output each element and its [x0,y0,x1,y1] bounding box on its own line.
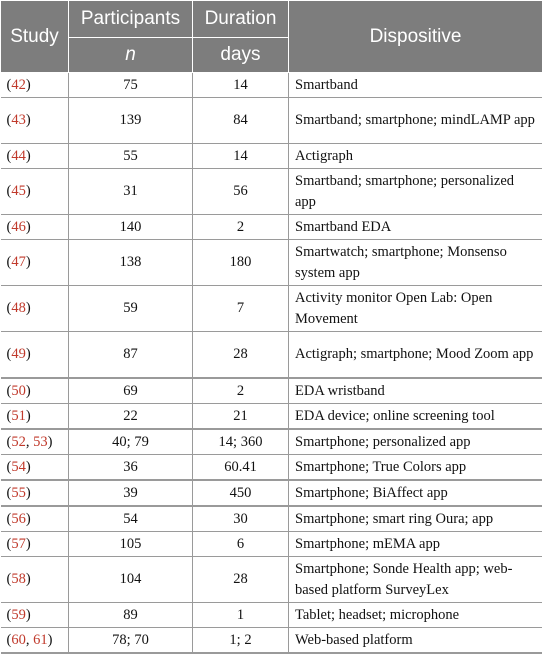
paren-open: ( [7,219,12,235]
reference-link[interactable]: 61 [33,632,48,648]
reference-link[interactable]: 58 [11,571,26,587]
dispositive-cell: Smartwatch; smartphone; Monsenso system app [289,240,542,286]
table-row [1,286,542,332]
dispositive-cell: Smartband EDA [289,215,542,240]
dispositive-cell: Smartband; smartphone; personalized app [289,169,542,215]
dispositive-cell: Activity monitor Open Lab: Open Movement [289,286,542,332]
paren-open: ( [7,607,12,623]
reference-link[interactable]: 48 [11,300,26,316]
paren-open: ( [7,148,12,164]
participants-cell: 40; 79 [69,429,193,455]
paren-close: ) [48,434,53,450]
participants-cell: 87 [69,332,193,379]
paren-open: ( [7,485,12,501]
study-cell [1,73,69,98]
reference-link[interactable]: 59 [11,607,26,623]
dispositive-cell: Actigraph; smartphone; Mood Zoom app [289,332,542,379]
table-row [1,98,542,144]
participants-cell: 105 [69,532,193,557]
study-cell [1,332,69,379]
study-cell [1,98,69,144]
participants-cell: 22 [69,404,193,430]
participants-cell: 140 [69,215,193,240]
dispositive-cell: Web-based platform [289,628,542,654]
paren-close: ) [26,77,31,93]
study-cell [1,215,69,240]
duration-cell: 84 [193,98,289,144]
participants-unit: n [125,44,136,65]
paren-open: ( [7,77,12,93]
table-row [1,480,542,506]
dispositive-cell: EDA device; online screening tool [289,404,542,430]
participants-cell: 54 [69,506,193,532]
paren-close: ) [26,536,31,552]
participants-cell: 39 [69,480,193,506]
paren-open: ( [7,300,12,316]
duration-cell: 28 [193,332,289,379]
duration-cell: 60.41 [193,455,289,481]
paren-open: ( [7,383,12,399]
paren-close: ) [26,346,31,362]
ref-separator: , [26,434,33,450]
participants-cell: 59 [69,286,193,332]
dispositive-cell: EDA wristband [289,378,542,404]
paren-open: ( [7,632,12,648]
ref-separator: , [26,632,33,648]
duration-cell: 14 [193,144,289,169]
reference-link[interactable]: 52 [11,434,26,450]
study-cell [1,169,69,215]
paren-open: ( [7,536,12,552]
participants-cell: 89 [69,603,193,628]
reference-link[interactable]: 55 [11,485,26,501]
study-cell [1,144,69,169]
header-study: Study [1,1,69,73]
table-row [1,378,542,404]
table-row [1,404,542,430]
duration-cell: 56 [193,169,289,215]
participants-cell: 36 [69,455,193,481]
duration-cell: 14; 360 [193,429,289,455]
study-cell [1,404,69,430]
study-cell [1,455,69,481]
table-row [1,144,542,169]
paren-close: ) [26,219,31,235]
paren-open: ( [7,408,12,424]
dispositive-cell: Smartphone; BiAffect app [289,480,542,506]
paren-open: ( [7,434,12,450]
reference-link[interactable]: 45 [11,183,26,199]
participants-cell: 69 [69,378,193,404]
table-row [1,240,542,286]
paren-close: ) [26,459,31,475]
paren-close: ) [26,183,31,199]
reference-link[interactable]: 46 [11,219,26,235]
paren-open: ( [7,511,12,527]
table-row [1,455,542,481]
header-duration-unit: days [193,38,289,73]
table-row [1,332,542,379]
reference-link[interactable]: 49 [11,346,26,362]
reference-link[interactable]: 60 [11,632,26,648]
table-row [1,557,542,603]
dispositive-cell: Tablet; headset; microphone [289,603,542,628]
header-dispositive: Dispositive [289,1,542,73]
reference-link[interactable]: 47 [11,254,26,270]
header-duration: Duration [193,1,289,38]
paren-close: ) [26,148,31,164]
study-cell [1,286,69,332]
paren-close: ) [26,300,31,316]
header-participants-unit [69,38,193,73]
dispositive-cell: Smartband [289,73,542,98]
duration-cell: 1 [193,603,289,628]
participants-cell: 31 [69,169,193,215]
participants-cell: 55 [69,144,193,169]
duration-cell: 30 [193,506,289,532]
reference-link[interactable]: 53 [33,434,48,450]
participants-cell: 138 [69,240,193,286]
reference-link[interactable]: 57 [11,536,26,552]
reference-link[interactable]: 44 [11,148,26,164]
dispositive-cell: Smartphone; personalized app [289,429,542,455]
duration-cell: 2 [193,378,289,404]
paren-close: ) [26,485,31,501]
reference-link[interactable]: 56 [11,511,26,527]
reference-link[interactable]: 43 [11,112,26,128]
table-row [1,429,542,455]
duration-cell: 6 [193,532,289,557]
paren-close: ) [26,112,31,128]
paren-close: ) [26,571,31,587]
header-participants: Participants [69,1,193,38]
study-cell [1,240,69,286]
dispositive-cell: Smartphone; True Colors app [289,455,542,481]
duration-cell: 2 [193,215,289,240]
duration-cell: 450 [193,480,289,506]
dispositive-cell: Actigraph [289,144,542,169]
reference-link[interactable]: 50 [11,383,26,399]
paren-close: ) [26,408,31,424]
reference-link[interactable]: 42 [11,77,26,93]
dispositive-cell: Smartband; smartphone; mindLAMP app [289,98,542,144]
duration-cell: 14 [193,73,289,98]
paren-open: ( [7,346,12,362]
paren-close: ) [48,632,53,648]
table-row [1,506,542,532]
study-cell [1,378,69,404]
table-row [1,215,542,240]
duration-cell: 7 [193,286,289,332]
paren-open: ( [7,112,12,128]
table-row [1,628,542,654]
duration-cell: 28 [193,557,289,603]
study-cell [1,480,69,506]
paren-close: ) [26,254,31,270]
paren-open: ( [7,571,12,587]
paren-close: ) [26,607,31,623]
table-row [1,603,542,628]
study-cell [1,557,69,603]
reference-link[interactable]: 54 [11,459,26,475]
dispositive-cell: Smartphone; smart ring Oura; app [289,506,542,532]
reference-link[interactable]: 51 [11,408,26,424]
participants-cell: 78; 70 [69,628,193,654]
paren-close: ) [26,383,31,399]
participants-cell: 104 [69,557,193,603]
table-row [1,169,542,215]
study-cell [1,628,69,654]
table-row [1,532,542,557]
duration-cell: 1; 2 [193,628,289,654]
paren-open: ( [7,254,12,270]
dispositive-cell: Smartphone; Sonde Health app; web-based platform SurveyLex [289,557,542,603]
paren-open: ( [7,459,12,475]
study-cell [1,429,69,455]
duration-cell: 21 [193,404,289,430]
study-cell [1,603,69,628]
duration-cell: 180 [193,240,289,286]
study-cell [1,532,69,557]
table-row [1,73,542,98]
participants-cell: 75 [69,73,193,98]
participants-cell: 139 [69,98,193,144]
paren-open: ( [7,183,12,199]
dispositive-cell: Smartphone; mEMA app [289,532,542,557]
paren-close: ) [26,511,31,527]
study-cell [1,506,69,532]
